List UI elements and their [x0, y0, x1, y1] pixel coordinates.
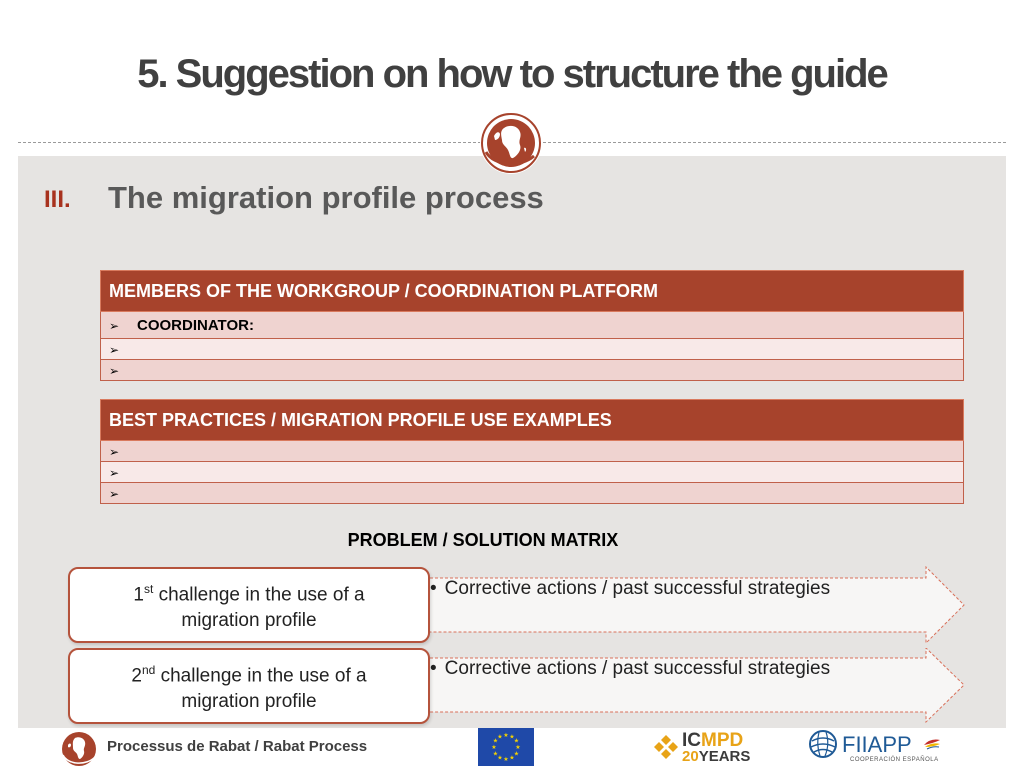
practices-row-3-cell[interactable] [101, 483, 964, 504]
challenge-line-2: migration profile [181, 690, 317, 712]
section-number: III. [44, 186, 71, 213]
practices-table [100, 399, 964, 504]
svg-text:★: ★ [503, 732, 509, 739]
challenge-ordinal: 1 [133, 584, 144, 606]
svg-text:★: ★ [503, 756, 509, 763]
coordinator-label: COORDINATOR: [137, 316, 254, 334]
challenge-box-2 [68, 648, 430, 724]
svg-text:★: ★ [497, 754, 503, 762]
table-row [101, 441, 964, 462]
globe-africa-icon [60, 730, 98, 768]
arrow-bullet-icon: ➢ [109, 486, 120, 501]
bullet-dot: • [430, 658, 437, 679]
arrow-bullet-icon: ➢ [109, 363, 120, 378]
challenge-ordinal-suffix: st [143, 582, 154, 597]
globe-africa-icon [480, 112, 542, 174]
members-row-2-cell[interactable] [101, 339, 964, 360]
icmpd-years-word: YEARS [698, 748, 751, 765]
svg-text:★: ★ [492, 750, 499, 758]
table-row [101, 462, 964, 483]
challenge-line-1: challenge in the use of a [153, 584, 365, 606]
members-row-3-cell[interactable] [101, 360, 964, 381]
arrow-bullet-icon: ➢ [109, 444, 120, 459]
practices-row-2-cell[interactable] [101, 462, 964, 483]
matrix-title: PROBLEM / SOLUTION MATRIX [347, 530, 619, 550]
svg-text:★: ★ [497, 733, 503, 741]
table-row [101, 360, 964, 381]
icmpd-prefix: IC [682, 730, 701, 751]
arrow-bullet-icon: ➢ [109, 342, 120, 357]
svg-text:★: ★ [513, 737, 520, 745]
icmpd-years-number: 20 [682, 748, 699, 765]
spain-cooperation-icon [922, 736, 942, 750]
challenge-ordinal-suffix: nd [141, 663, 156, 678]
members-table [100, 270, 964, 381]
challenge-line-2: migration profile [181, 609, 317, 631]
section-heading: The migration profile process [108, 180, 544, 215]
table-row [101, 483, 964, 504]
footer [0, 728, 1024, 768]
arrow-bullet-icon: ➢ [109, 318, 120, 333]
corrective-actions-label: Corrective actions / past successful strategies [444, 578, 831, 599]
footer-process-name: Processus de Rabat / Rabat Process [107, 738, 368, 755]
svg-text:★: ★ [509, 754, 515, 762]
solution-text-1 [430, 578, 830, 600]
eu-flag-icon [478, 728, 534, 766]
svg-text:★: ★ [491, 744, 497, 751]
challenge-line-1: challenge in the use of a [155, 665, 367, 687]
svg-text:★: ★ [509, 733, 515, 741]
practices-table-header: BEST PRACTICES / MIGRATION PROFILE USE EXAMPLES [101, 400, 964, 441]
solution-text-2 [430, 658, 830, 680]
fiiapp-logo-icon [808, 729, 838, 759]
table-row [101, 312, 964, 339]
members-row-1-cell[interactable] [101, 312, 964, 339]
table-row [101, 339, 964, 360]
svg-text:★: ★ [515, 744, 521, 751]
icmpd-suffix: MPD [701, 730, 744, 751]
challenge-ordinal: 2 [131, 665, 142, 687]
fiiapp-name: FIIAPP [842, 732, 912, 757]
corrective-actions-label: Corrective actions / past successful strategies [444, 658, 831, 679]
icmpd-years [682, 748, 750, 765]
slide-title: 5. Suggestion on how to structure the guide [137, 52, 887, 96]
challenge-box-1 [68, 567, 430, 643]
fiiapp-subtitle: COOPERACIÓN ESPAÑOLA [850, 757, 939, 763]
svg-text:★: ★ [513, 750, 520, 758]
members-table-header: MEMBERS OF THE WORKGROUP / COORDINATION PLATFORM [101, 271, 964, 312]
bullet-dot: • [430, 578, 437, 599]
arrow-bullet-icon: ➢ [109, 465, 120, 480]
practices-row-1-cell[interactable] [101, 441, 964, 462]
svg-text:★: ★ [492, 737, 499, 745]
